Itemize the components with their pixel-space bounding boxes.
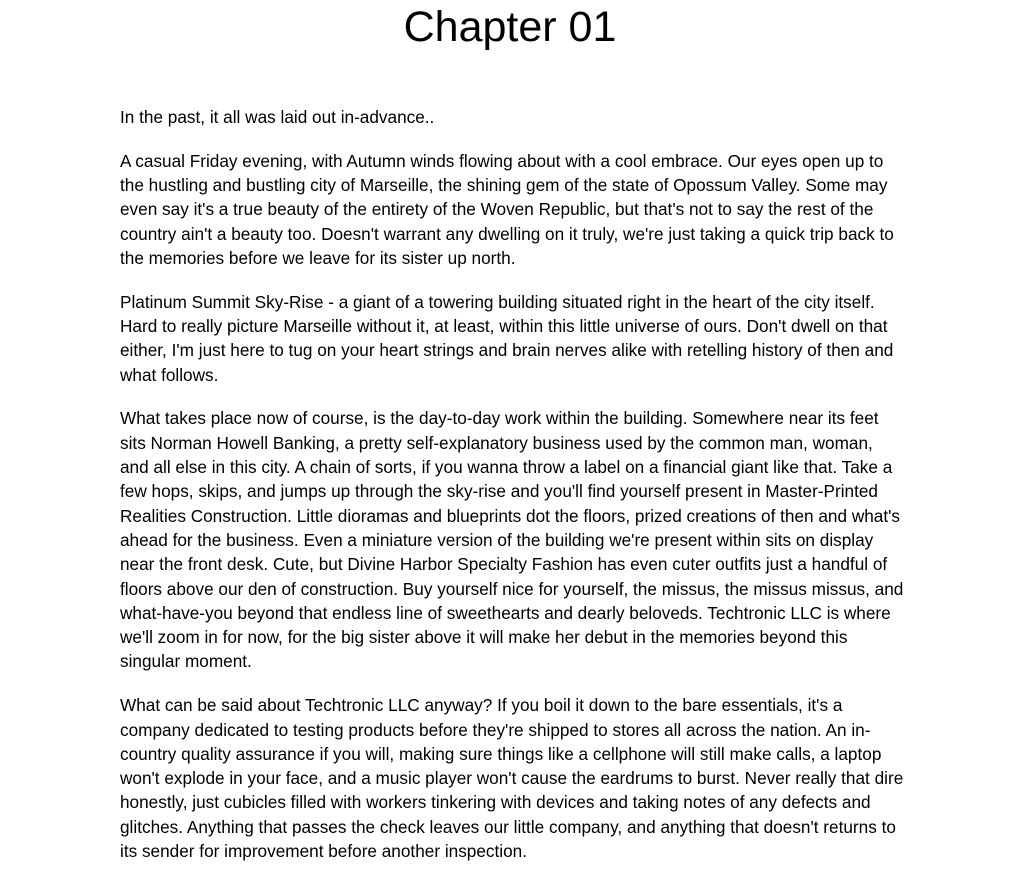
paragraph-3: Platinum Summit Sky-Rise - a giant of a towering building situated right in the heart of the city itself. Hard to really picture Marseille without it, at least, within this little universe of ours. Don't dwell on that either, I'm just here to tug on your heart strings and brain nerves alike with retelling history of then and what follows. [120, 291, 894, 385]
paragraph-4: What takes place now of course, is the day-to-day work within the building. Somewhere near its feet sits Norman Howell Banking, a pretty self-explanatory business used by the common man, woman, and all else in this city. A chain of sorts, if you wanna throw a label on a financial giant like that. Take a few hops, skips, and jumps up through the sky-rise and you'll find yourself present in Master-Printed Realities Construction. Little dioramas and blueprints dot the floors, prized creations of then and what's ahead for the business. Even a miniature version of the building we're present within sits on display near the front desk. Cute, but Divine Harbor Specialty Fashion has even cuter outfits just a handful of floors above our den of construction. Buy yourself nice for yourself, the missus, the missus missus, and what-have-you beyond that endless line of sweethearts and dearly beloveds. Techtronic LLC is where we'll zoom in for now, for the big sister above it will make her debut in the memories beyond this singular moment. [120, 408, 904, 672]
chapter-body [120, 105, 905, 883]
paragraph-2: A casual Friday evening, with Autumn winds flowing about with a cool embrace. Our eyes open up to the hustling and bustling city of Marseille, the shining gem of the state of Opossum Valley. Some may even say it's a true beauty of the entirety of the Woven Republic, but that's not to say the rest of the country ain't a beauty too. Doesn't warrant any dwelling on it truly, we're just taking a quick trip back to the memories before we leave for its sister up north. [120, 150, 894, 268]
paragraph-1: In the past, it all was laid out in-advance.. [120, 107, 435, 127]
paragraph-5: What can be said about Techtronic LLC anyway? If you boil it down to the bare essentials, it's a company dedicated to testing products before they're shipped to stores all across the nation. An in-country quality assurance if you will, making sure things like a cellphone will still make calls, a laptop won't explode in your face, and a music player won't cause the eardrums to burst. Never really that dire honestly, just cubicles filled with workers tinkering with devices and taking notes of any defects and glitches. Anything that passes the check leaves our little company, and anything that doesn't returns to its sender for improvement before another inspection. [120, 695, 904, 862]
chapter-title: Chapter 01 [403, 3, 617, 51]
